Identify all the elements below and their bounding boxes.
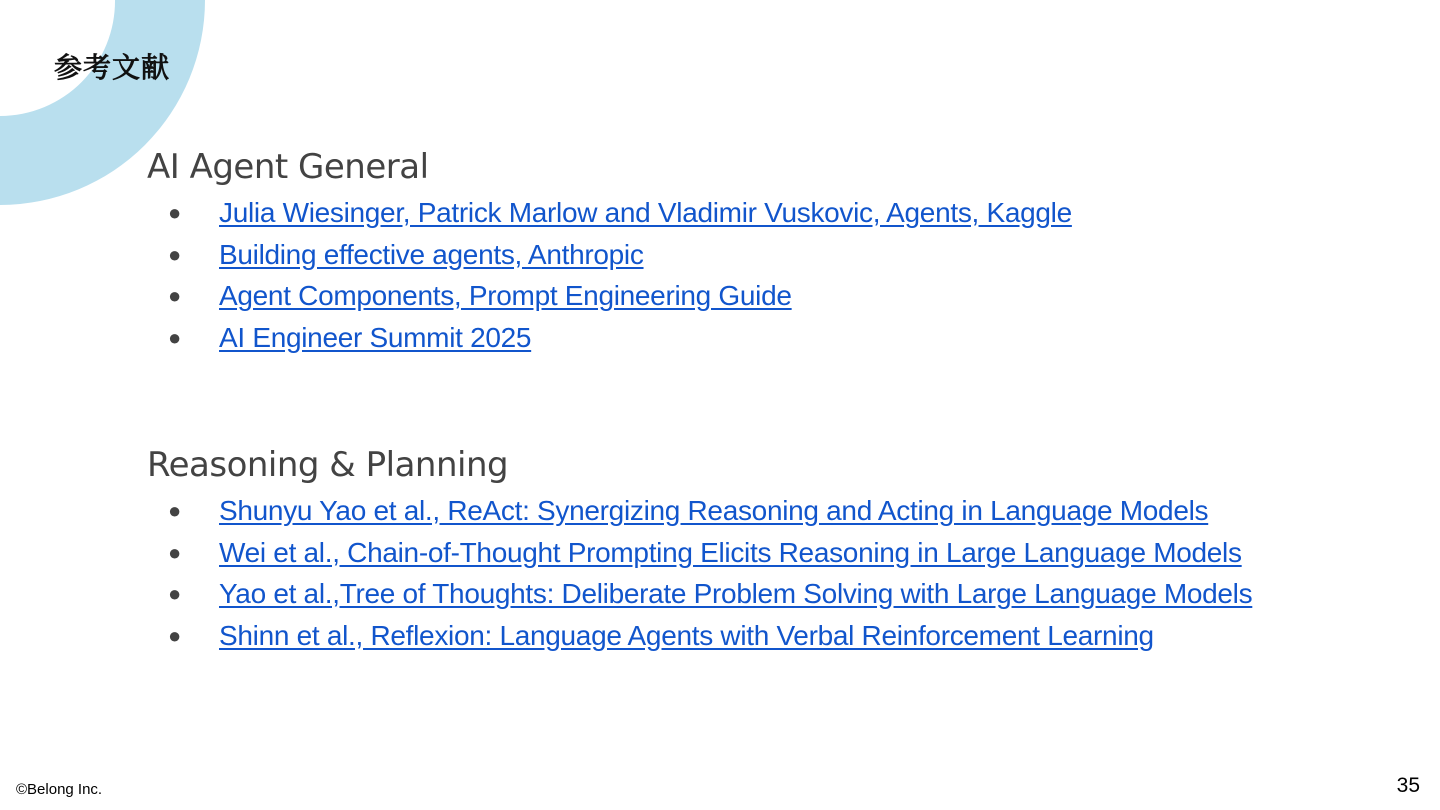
list-item	[147, 275, 1072, 317]
bullet-icon: ●	[168, 241, 182, 267]
reference-link[interactable]: Shunyu Yao et al., ReAct: Synergizing Reasoning and Acting in Language Models	[219, 495, 1209, 526]
bullet-icon: ●	[168, 200, 182, 225]
reference-link[interactable]: Agent Components, Prompt Engineering Guide	[219, 280, 792, 311]
bullet-icon: ●	[168, 539, 182, 565]
reference-link[interactable]: Yao et al.,Tree of Thoughts: Deliberate Problem Solving with Large Language Models	[219, 578, 1253, 609]
section-heading: AI Agent General	[147, 147, 429, 187]
section-reasoning-planning	[147, 444, 1252, 656]
slide-title: 参考文献	[54, 51, 171, 84]
list-item	[147, 234, 1072, 276]
reference-link[interactable]: Shinn et al., Reflexion: Language Agents with Verbal Reinforcement Learning	[219, 619, 1154, 651]
reference-link[interactable]: Building effective agents, Anthropic	[219, 238, 644, 270]
bullet-icon: ●	[168, 324, 182, 350]
list-item	[147, 192, 1072, 234]
bullet-icon: ●	[168, 498, 182, 523]
bullet-icon: ●	[168, 283, 182, 308]
reference-list	[147, 192, 1072, 358]
bullet-icon: ●	[168, 581, 182, 606]
list-item	[147, 573, 1252, 615]
bullet-icon: ●	[168, 622, 182, 648]
reference-link[interactable]: Wei et al., Chain-of-Thought Prompting Elicits Reasoning in Large Language Models	[219, 536, 1242, 568]
section-heading: Reasoning & Planning	[147, 445, 509, 485]
reference-link[interactable]: AI Engineer Summit 2025	[219, 321, 532, 353]
copyright-text: ©Belong Inc.	[16, 781, 103, 798]
reference-link[interactable]: Julia Wiesinger, Patrick Marlow and Vladimir Vuskovic, Agents, Kaggle	[219, 197, 1072, 228]
list-item	[147, 490, 1252, 532]
list-item	[147, 317, 1072, 359]
list-item	[147, 615, 1252, 657]
list-item	[147, 532, 1252, 574]
reference-list	[147, 490, 1252, 656]
section-ai-agent-general	[147, 146, 1072, 358]
page-number: 35	[1396, 774, 1420, 797]
